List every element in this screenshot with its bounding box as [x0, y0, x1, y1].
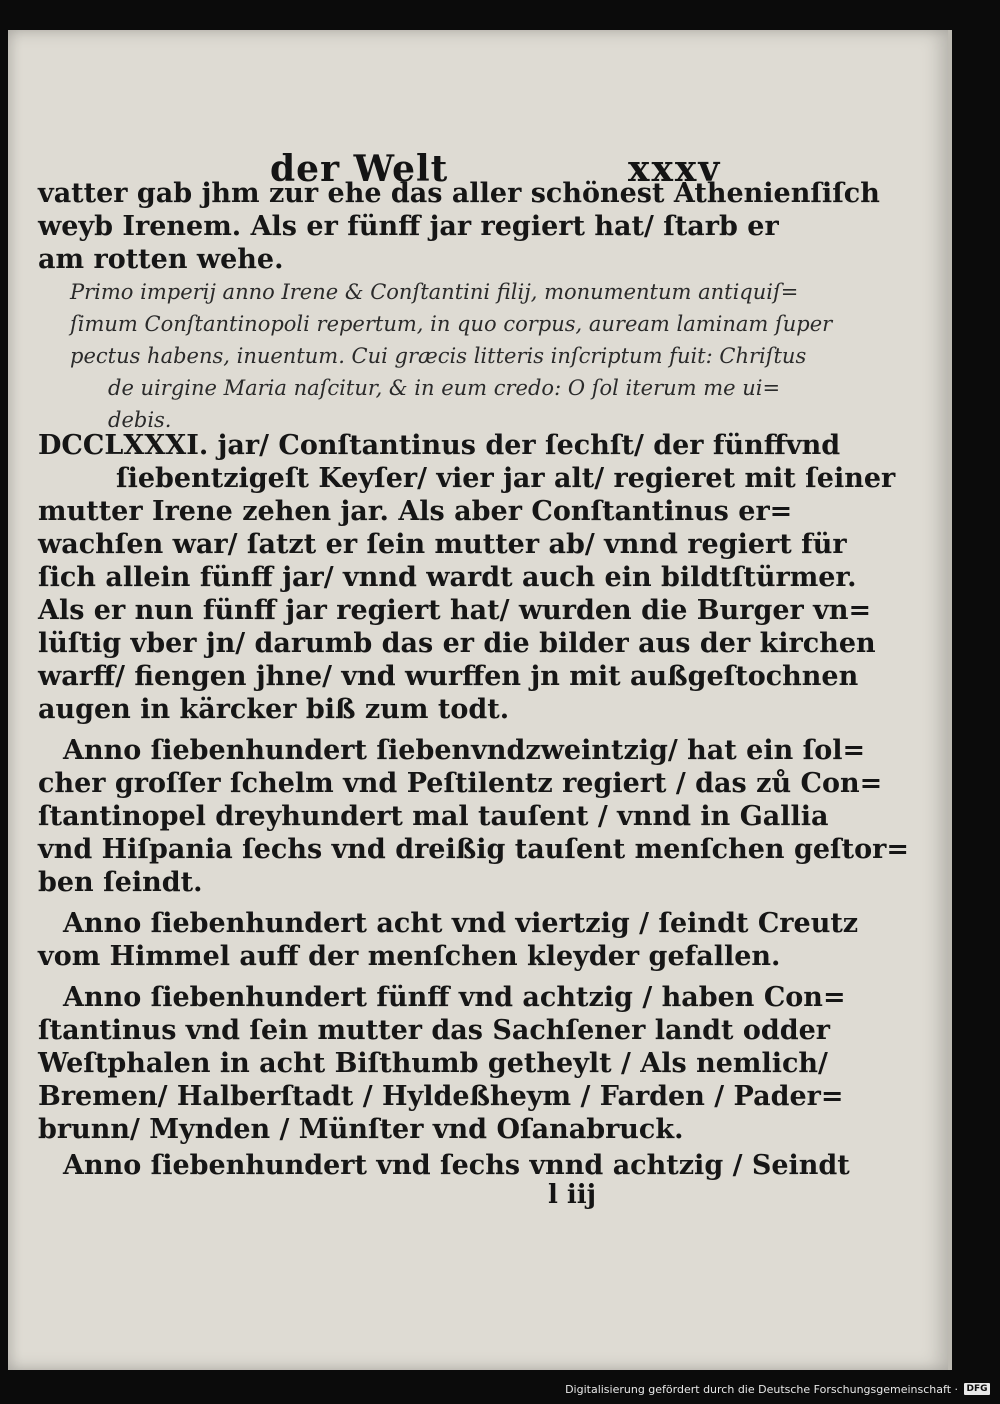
text-line: Anno ſiebenhundert ſiebenvndzweintzig/ hat ein ſol= [63, 735, 866, 766]
signature-mark: l iij [548, 1180, 597, 1210]
text-line: Bremen/ Halberſtadt / Hyldeßheym / Farden / Pader= [38, 1081, 844, 1112]
text-line: ſiebentzigeſt Keyſer/ vier jar alt/ regieret mit ſeiner [116, 463, 896, 494]
text-line: wachſen war/ ſatzt er ſein mutter ab/ vnnd regiert für [38, 529, 847, 560]
text-line: Anno ſiebenhundert vnd ſechs vnnd achtzig / Seindt [63, 1150, 850, 1181]
latin-note-line: pectus habens, inuentum. Cui græcis litteris inſcriptum fuit: Chriſtus [70, 344, 807, 368]
latin-note-line: de uirgine Maria naſcitur, & in eum credo: O ſol iterum me ui= [108, 376, 781, 400]
text-line: cher groſſer ſchelm vnd Peſtilentz regiert / das zů Con= [38, 768, 883, 799]
text-line: am rotten wehe. [38, 244, 284, 275]
text-line: weyb Irenem. Als er fünff jar regiert hat/ ſtarb er [38, 211, 779, 242]
text-line: mutter Irene zehen jar. Als aber Conſtantinus er= [38, 496, 793, 527]
text-line: DCCLXXXI. jar/ Conſtantinus der ſechſt/ der fünffvnd [38, 430, 841, 461]
latin-note-line: ſimum Conſtantinopoli repertum, in quo corpus, auream laminam ſuper [70, 312, 833, 336]
text-line: Anno ſiebenhundert fünff vnd achtzig / haben Con= [63, 982, 846, 1013]
text-line: vom Himmel auff der menſchen kleyder gefallen. [38, 941, 781, 972]
dfg-logo: DFG [964, 1383, 990, 1395]
footer [565, 1380, 990, 1398]
text-line: ben ſeindt. [38, 867, 203, 898]
text-line: ſtantinus vnd ſein mutter das Sachſener landt odder [38, 1015, 830, 1046]
folio-number: xxxv [628, 148, 722, 190]
text-line: ſich allein fünff jar/ vnnd wardt auch ein bildtſtürmer. [38, 562, 857, 593]
running-title: der Welt [270, 148, 449, 190]
text-line: Weſtphalen in acht Biſthumb getheylt / Als nemlich/ [38, 1048, 828, 1079]
text-line: lüſtig vber jn/ darumb das er die bilder aus der kirchen [38, 628, 876, 659]
funding-note: Digitalisierung gefördert durch die Deutsche Forschungsgemeinschaft · [565, 1382, 958, 1396]
text-line: vnd Hiſpania ſechs vnd dreißig tauſent menſchen geſtor= [38, 834, 909, 865]
book-page [8, 30, 952, 1370]
text-line: Als er nun fünff jar regiert hat/ wurden die Burger vn= [38, 595, 872, 626]
text-line: warff/ fiengen jhne/ vnd wurffen jn mit außgeſtochnen [38, 661, 859, 692]
latin-note-line: Primo imperij anno Irene & Conſtantini filij, monumentum antiquiſ= [70, 280, 799, 304]
text-line: vatter gab jhm zur ehe das aller schönest Athenienſiſch [38, 178, 880, 209]
text-line: Anno ſiebenhundert acht vnd viertzig / ſeindt Creutz [63, 908, 859, 939]
text-line: ſtantinopel dreyhundert mal tauſent / vnnd in Gallia [38, 801, 829, 832]
latin-note-line: debis. [108, 408, 172, 432]
text-line: brunn/ Mynden / Münſter vnd Oſanabruck. [38, 1114, 684, 1145]
text-line: augen in kärcker biß zum todt. [38, 694, 510, 725]
